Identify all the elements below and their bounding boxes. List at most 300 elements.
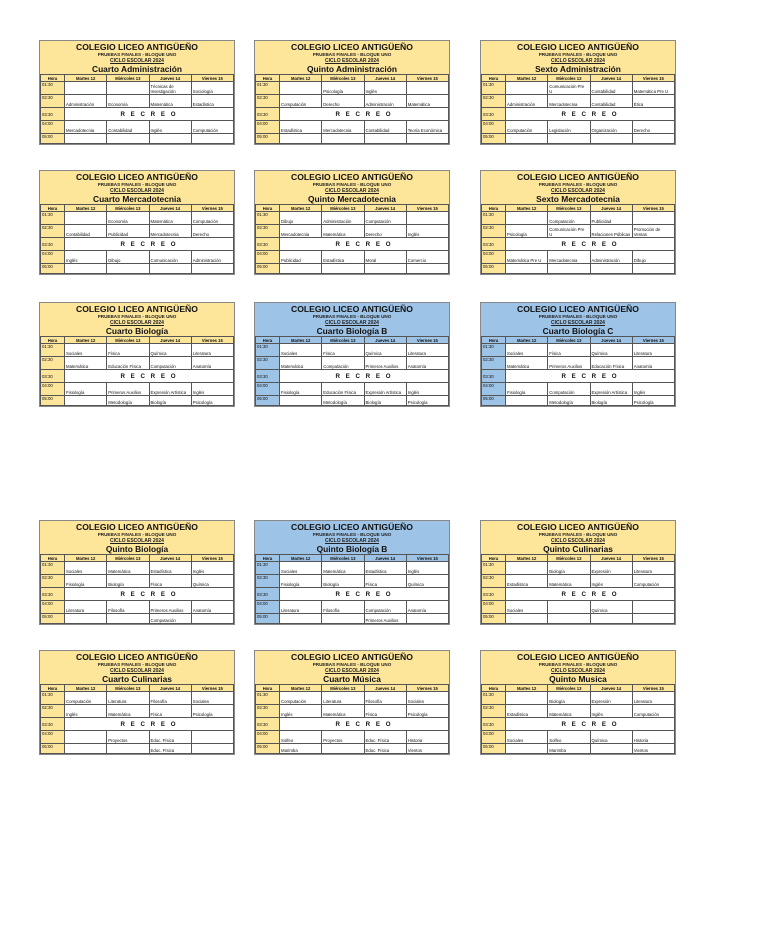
card-header: [40, 521, 234, 554]
subject-cell: Fisiología: [65, 575, 107, 588]
day-header: Jueves 14: [149, 337, 191, 344]
card-header: [40, 303, 234, 336]
subject-cell: Estadística: [322, 251, 364, 264]
subject-cell: Sociales: [280, 562, 322, 575]
hour-cell: 01:30: [482, 562, 506, 575]
recess-row: [256, 370, 449, 383]
day-header: Jueves 14: [364, 75, 406, 82]
recess-label: R E C R E O: [280, 108, 449, 121]
day-header: Jueves 14: [149, 75, 191, 82]
school-cycle: CICLO ESCOLAR 2024: [325, 58, 379, 64]
subject-cell: [107, 744, 149, 754]
hour-cell: 01:30: [256, 344, 280, 357]
day-header: Miércoles 13: [107, 555, 149, 562]
recess-label: R E C R E O: [506, 370, 675, 383]
subject-cell: Física: [149, 705, 191, 718]
hour-cell: 01:30: [256, 692, 280, 705]
hour-cell: 03:30: [482, 370, 506, 383]
subject-cell: Inglés: [590, 575, 632, 588]
subject-cell: Dibujo: [632, 251, 674, 264]
subject-cell: Marimba: [280, 744, 322, 754]
recess-label: R E C R E O: [506, 238, 675, 251]
school-cycle: CICLO ESCOLAR 2024: [551, 668, 605, 674]
day-header: Martes 12: [280, 75, 322, 82]
school-name: COLEGIO LICEO ANTIGÜEÑO: [517, 172, 639, 182]
table-row: [482, 562, 675, 575]
table-header-row: [256, 337, 449, 344]
course-title: Quinto Musica: [549, 674, 607, 684]
subject-cell: [191, 744, 233, 754]
table-row: [256, 82, 449, 95]
subject-cell: [406, 134, 448, 144]
table-header-row: [256, 75, 449, 82]
exam-subtitle: PRUEBAS FINALES - BLOQUE UNO: [312, 662, 392, 667]
school-cycle: CICLO ESCOLAR 2024: [110, 668, 164, 674]
table-row: [482, 383, 675, 396]
card-header: [40, 171, 234, 204]
exam-subtitle: PRUEBAS FINALES - BLOQUE UNO: [538, 314, 618, 319]
school-cycle: CICLO ESCOLAR 2024: [551, 320, 605, 326]
exam-subtitle: PRUEBAS FINALES - BLOQUE UNO: [97, 532, 177, 537]
subject-cell: Química: [590, 731, 632, 744]
recess-row: [41, 238, 234, 251]
subject-cell: Educación Física: [322, 383, 364, 396]
card-header: [255, 303, 449, 336]
recess-label: R E C R E O: [65, 370, 234, 383]
hour-cell: 04:00: [256, 251, 280, 264]
day-header: Martes 12: [280, 685, 322, 692]
day-header: Viernes 15: [406, 205, 448, 212]
day-header: Jueves 14: [590, 685, 632, 692]
recess-label: R E C R E O: [506, 108, 675, 121]
subject-cell: Filosofía: [322, 601, 364, 614]
hour-cell: 04:00: [482, 251, 506, 264]
day-header: Miércoles 13: [322, 337, 364, 344]
table-row: [41, 692, 234, 705]
subject-cell: [65, 82, 107, 95]
day-header: Martes 12: [280, 205, 322, 212]
subject-cell: [191, 264, 233, 274]
day-header: Miércoles 13: [322, 685, 364, 692]
recess-row: [256, 238, 449, 251]
schedule-card: [39, 302, 235, 407]
subject-cell: Matemática: [548, 575, 590, 588]
table-row: [256, 251, 449, 264]
hour-cell: 04:00: [41, 251, 65, 264]
subject-cell: [280, 614, 322, 624]
subject-cell: Inglés: [65, 705, 107, 718]
day-header: Martes 12: [506, 337, 548, 344]
school-name: COLEGIO LICEO ANTIGÜEÑO: [291, 42, 413, 52]
subject-cell: Mercadotecnia: [322, 121, 364, 134]
table-row: [256, 134, 449, 144]
table-header-row: [41, 555, 234, 562]
subject-cell: Sociales: [191, 692, 233, 705]
subject-cell: [65, 264, 107, 274]
table-row: [41, 251, 234, 264]
school-cycle: CICLO ESCOLAR 2024: [325, 668, 379, 674]
hour-cell: 01:30: [482, 692, 506, 705]
subject-cell: Administración: [506, 95, 548, 108]
day-header: Viernes 15: [632, 337, 674, 344]
subject-cell: Fisiología: [280, 575, 322, 588]
subject-cell: Teoría Económica: [406, 121, 448, 134]
day-header: Martes 12: [280, 337, 322, 344]
subject-cell: Expresión Artística: [364, 383, 406, 396]
subject-cell: Inglés: [280, 705, 322, 718]
schedule-card: [254, 650, 450, 755]
recess-label: R E C R E O: [65, 718, 234, 731]
hour-cell: 03:30: [41, 588, 65, 601]
subject-cell: Química: [364, 344, 406, 357]
subject-cell: Moral: [364, 251, 406, 264]
subject-cell: Matemática: [406, 95, 448, 108]
table-header-row: [256, 555, 449, 562]
subject-cell: Metodología: [322, 396, 364, 406]
day-header: Jueves 14: [149, 685, 191, 692]
schedule-card: [480, 40, 676, 145]
subject-cell: Educación Física: [107, 357, 149, 370]
hour-cell: 02:30: [256, 357, 280, 370]
school-name: COLEGIO LICEO ANTIGÜEÑO: [76, 522, 198, 532]
subject-cell: Administración: [65, 95, 107, 108]
hour-cell: 01:30: [41, 562, 65, 575]
subject-cell: Estadística: [191, 95, 233, 108]
subject-cell: Primeros Auxilios: [149, 601, 191, 614]
subject-cell: Derecho: [191, 225, 233, 238]
day-header: Jueves 14: [149, 555, 191, 562]
subject-cell: Administración: [322, 212, 364, 225]
recess-row: [256, 588, 449, 601]
subject-cell: Primeros Auxilios: [107, 383, 149, 396]
subject-cell: Computación: [548, 212, 590, 225]
card-header: [481, 521, 675, 554]
table-header-row: [256, 205, 449, 212]
exam-subtitle: PRUEBAS FINALES - BLOQUE UNO: [538, 662, 618, 667]
subject-cell: Administración: [191, 251, 233, 264]
course-title: Cuarto Administración: [92, 64, 182, 74]
schedule-card: [254, 302, 450, 407]
hour-cell: 05:00: [482, 744, 506, 754]
table-row: [41, 614, 234, 624]
subject-cell: Inglés: [364, 82, 406, 95]
subject-cell: Anatomía: [632, 357, 674, 370]
hour-cell: 02:30: [482, 225, 506, 238]
subject-cell: Matemática: [548, 705, 590, 718]
exam-subtitle: PRUEBAS FINALES - BLOQUE UNO: [312, 52, 392, 57]
subject-cell: [65, 134, 107, 144]
subject-cell: Literatura: [280, 601, 322, 614]
recess-row: [482, 370, 675, 383]
subject-cell: [548, 264, 590, 274]
subject-cell: Física: [322, 344, 364, 357]
subject-cell: [548, 601, 590, 614]
schedule-card: [39, 170, 235, 275]
subject-cell: Inglés: [65, 251, 107, 264]
subject-cell: Primeros Auxilios: [364, 614, 406, 624]
table-row: [41, 575, 234, 588]
hour-header: Hora: [256, 205, 280, 212]
subject-cell: Psicología: [322, 82, 364, 95]
subject-cell: [632, 134, 674, 144]
subject-cell: Vientos: [632, 744, 674, 754]
day-header: Jueves 14: [590, 555, 632, 562]
hour-header: Hora: [256, 685, 280, 692]
card-header: [481, 651, 675, 684]
hour-cell: 04:00: [41, 731, 65, 744]
table-header-row: [256, 685, 449, 692]
subject-cell: [406, 212, 448, 225]
course-title: Sexto Mercadotecnia: [536, 194, 620, 204]
day-header: Martes 12: [506, 685, 548, 692]
subject-cell: Computación: [149, 357, 191, 370]
table-row: [41, 225, 234, 238]
hour-header: Hora: [482, 337, 506, 344]
subject-cell: Inglés: [191, 562, 233, 575]
subject-cell: Inglés: [590, 705, 632, 718]
table-row: [482, 251, 675, 264]
subject-cell: Biología: [149, 396, 191, 406]
subject-cell: [65, 396, 107, 406]
day-header: Viernes 15: [632, 205, 674, 212]
table-row: [256, 575, 449, 588]
hour-cell: 02:30: [41, 357, 65, 370]
table-row: [482, 614, 675, 624]
subject-cell: Literatura: [632, 692, 674, 705]
subject-cell: Metodología: [548, 396, 590, 406]
subject-cell: Marimba: [548, 744, 590, 754]
subject-cell: Física: [364, 705, 406, 718]
table-row: [482, 731, 675, 744]
subject-cell: Expresión: [590, 692, 632, 705]
hour-cell: 02:30: [482, 575, 506, 588]
school-cycle: CICLO ESCOLAR 2024: [325, 188, 379, 194]
subject-cell: Administración: [364, 95, 406, 108]
course-title: Cuarto Culinarias: [102, 674, 172, 684]
card-header: [40, 41, 234, 74]
subject-cell: Primeros Auxilios: [548, 357, 590, 370]
subject-cell: Estadística: [149, 562, 191, 575]
table-row: [482, 692, 675, 705]
subject-cell: [107, 82, 149, 95]
day-header: Jueves 14: [364, 555, 406, 562]
subject-cell: Sociales: [406, 692, 448, 705]
subject-cell: Química: [149, 344, 191, 357]
table-header-row: [482, 337, 675, 344]
schedule-table: [255, 684, 449, 754]
hour-cell: 01:30: [482, 344, 506, 357]
hour-cell: 01:30: [482, 212, 506, 225]
schedule-card: [254, 40, 450, 145]
school-name: COLEGIO LICEO ANTIGÜEÑO: [76, 304, 198, 314]
day-header: Miércoles 13: [107, 685, 149, 692]
subject-cell: [280, 264, 322, 274]
table-header-row: [482, 205, 675, 212]
subject-cell: Educación Física: [590, 357, 632, 370]
table-row: [256, 744, 449, 754]
hour-header: Hora: [482, 75, 506, 82]
schedule-table: [481, 336, 675, 406]
subject-cell: Fisiología: [280, 383, 322, 396]
subject-cell: Estadística: [506, 705, 548, 718]
table-row: [482, 121, 675, 134]
school-name: COLEGIO LICEO ANTIGÜEÑO: [517, 304, 639, 314]
subject-cell: Fisiología: [506, 383, 548, 396]
subject-cell: Inglés: [406, 562, 448, 575]
card-header: [40, 651, 234, 684]
subject-cell: Anatomía: [406, 357, 448, 370]
hour-cell: 05:00: [41, 396, 65, 406]
day-header: Viernes 15: [406, 75, 448, 82]
subject-cell: [65, 212, 107, 225]
subject-cell: Contabilidad: [65, 225, 107, 238]
table-row: [41, 705, 234, 718]
day-header: Miércoles 13: [548, 75, 590, 82]
subject-cell: Educ. Física: [364, 731, 406, 744]
course-title: Quinto Culinarias: [543, 544, 613, 554]
subject-cell: Sociales: [280, 344, 322, 357]
hour-cell: 03:30: [41, 370, 65, 383]
schedule-card: [39, 40, 235, 145]
table-row: [256, 614, 449, 624]
day-header: Martes 12: [65, 75, 107, 82]
school-cycle: CICLO ESCOLAR 2024: [325, 320, 379, 326]
exam-subtitle: PRUEBAS FINALES - BLOQUE UNO: [312, 314, 392, 319]
subject-cell: Fisiología: [65, 383, 107, 396]
schedule-card: [254, 520, 450, 625]
course-title: Quinto Biología: [105, 544, 169, 554]
subject-cell: [191, 614, 233, 624]
subject-cell: Publicidad: [590, 212, 632, 225]
table-row: [41, 134, 234, 144]
subject-cell: [280, 134, 322, 144]
subject-cell: Comunicación Pre U: [548, 82, 590, 95]
subject-cell: Anatomía: [191, 357, 233, 370]
subject-cell: Psicología: [191, 396, 233, 406]
subject-cell: Literatura: [632, 344, 674, 357]
schedule-card: [480, 302, 676, 407]
school-name: COLEGIO LICEO ANTIGÜEÑO: [517, 522, 639, 532]
school-name: COLEGIO LICEO ANTIGÜEÑO: [76, 652, 198, 662]
subject-cell: Psicología: [406, 705, 448, 718]
table-row: [482, 601, 675, 614]
subject-cell: Sociología: [191, 82, 233, 95]
subject-cell: [548, 614, 590, 624]
subject-cell: [590, 744, 632, 754]
table-header-row: [41, 205, 234, 212]
subject-cell: Contabilidad: [364, 121, 406, 134]
table-row: [256, 383, 449, 396]
subject-cell: Mercadotecnia: [65, 121, 107, 134]
schedule-table: [40, 204, 234, 274]
schedule-table: [481, 204, 675, 274]
table-row: [256, 692, 449, 705]
recess-label: R E C R E O: [280, 370, 449, 383]
table-header-row: [41, 337, 234, 344]
hour-cell: 03:30: [41, 718, 65, 731]
day-header: Martes 12: [506, 555, 548, 562]
subject-cell: [632, 212, 674, 225]
subject-cell: Historia: [406, 731, 448, 744]
subject-cell: Mercadotecnia: [280, 225, 322, 238]
table-row: [256, 562, 449, 575]
subject-cell: Psicología: [406, 396, 448, 406]
subject-cell: Inglés: [406, 225, 448, 238]
subject-cell: Mercadotecnia: [548, 251, 590, 264]
table-row: [41, 344, 234, 357]
subject-cell: Matemática: [149, 95, 191, 108]
exam-subtitle: PRUEBAS FINALES - BLOQUE UNO: [538, 532, 618, 537]
day-header: Miércoles 13: [107, 75, 149, 82]
hour-cell: 04:00: [482, 383, 506, 396]
day-header: Viernes 15: [191, 337, 233, 344]
hour-cell: 02:30: [256, 225, 280, 238]
recess-row: [41, 370, 234, 383]
recess-row: [482, 718, 675, 731]
hour-cell: 01:30: [256, 562, 280, 575]
subject-cell: Matemática: [280, 357, 322, 370]
hour-cell: 02:30: [482, 357, 506, 370]
subject-cell: [632, 614, 674, 624]
recess-row: [256, 108, 449, 121]
subject-cell: Anatomía: [406, 601, 448, 614]
subject-cell: Inglés: [191, 383, 233, 396]
subject-cell: Matemática: [149, 212, 191, 225]
subject-cell: [107, 614, 149, 624]
subject-cell: [406, 82, 448, 95]
subject-cell: Economía: [107, 212, 149, 225]
hour-cell: 03:30: [256, 238, 280, 251]
hour-cell: 02:30: [256, 575, 280, 588]
day-header: Miércoles 13: [322, 555, 364, 562]
day-header: Miércoles 13: [107, 205, 149, 212]
table-row: [256, 357, 449, 370]
subject-cell: Matemática: [65, 357, 107, 370]
day-header: Miércoles 13: [548, 337, 590, 344]
subject-cell: Psicología: [632, 396, 674, 406]
recess-row: [41, 718, 234, 731]
card-header: [255, 521, 449, 554]
hour-cell: 03:30: [482, 718, 506, 731]
day-header: Martes 12: [506, 75, 548, 82]
subject-cell: Derecho: [364, 225, 406, 238]
subject-cell: Biología: [548, 692, 590, 705]
hour-header: Hora: [482, 205, 506, 212]
subject-cell: [65, 731, 107, 744]
subject-cell: Física: [107, 344, 149, 357]
hour-cell: 05:00: [256, 396, 280, 406]
hour-cell: 05:00: [256, 614, 280, 624]
subject-cell: Educ. Física: [149, 731, 191, 744]
hour-cell: 05:00: [41, 134, 65, 144]
subject-cell: [506, 212, 548, 225]
school-name: COLEGIO LICEO ANTIGÜEÑO: [291, 652, 413, 662]
day-header: Jueves 14: [364, 337, 406, 344]
subject-cell: Literatura: [322, 692, 364, 705]
subject-cell: Biología: [322, 575, 364, 588]
subject-cell: Administración: [590, 251, 632, 264]
subject-cell: Matemática: [506, 357, 548, 370]
subject-cell: [548, 134, 590, 144]
subject-cell: Computación: [65, 692, 107, 705]
subject-cell: Sociales: [506, 731, 548, 744]
school-cycle: CICLO ESCOLAR 2024: [325, 538, 379, 544]
subject-cell: [506, 264, 548, 274]
schedule-table: [481, 684, 675, 754]
school-cycle: CICLO ESCOLAR 2024: [110, 320, 164, 326]
hour-cell: 04:00: [256, 731, 280, 744]
hour-cell: 01:30: [41, 212, 65, 225]
